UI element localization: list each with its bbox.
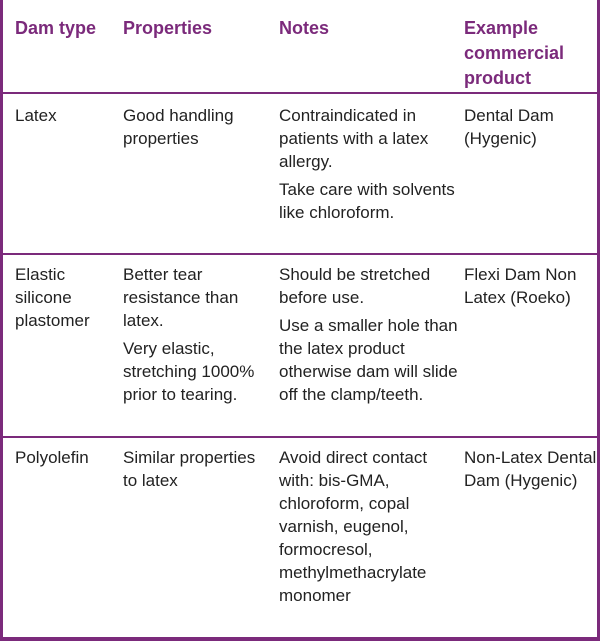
header-example-product: Example commercial product	[464, 18, 565, 88]
row-silicone-note-line: Should be stretched before use.	[279, 265, 431, 307]
row-latex-properties	[123, 104, 271, 150]
row-silicone-property-line: Better tear resistance than latex.	[123, 265, 239, 330]
header-divider	[3, 92, 597, 94]
row-polyolefin-product: Non-Latex Dental Dam (Hygenic)	[464, 448, 597, 490]
row-polyolefin-properties	[123, 446, 271, 492]
row-silicone-notes	[279, 263, 459, 406]
row-silicone-note-line: Use a smaller hole than the latex product otherwise dam will slide off the clamp/teeth.	[279, 316, 458, 404]
row-latex-notes	[279, 104, 459, 224]
row-polyolefin-property-line: Similar properties to latex	[123, 448, 256, 490]
header-notes: Notes	[279, 18, 330, 38]
row-silicone-dam-type: Elastic silicone plastomer	[15, 265, 90, 330]
row-latex-property-line: Good handling properties	[123, 106, 234, 148]
row-divider	[3, 253, 597, 255]
header-dam-type: Dam type	[15, 18, 97, 38]
row-latex-note-line: Take care with solvents like chloroform.	[279, 180, 455, 222]
row-silicone-property-line: Very elastic, stretching 1000% prior to tearing.	[123, 339, 255, 404]
row-polyolefin-note-line: Avoid direct contact with: bis-GMA, chloroform, copal varnish, eugenol, formocresol, methylmethacrylate monomer	[279, 448, 428, 605]
row-silicone-product: Flexi Dam Non Latex (Roeko)	[464, 265, 577, 307]
row-latex-note-line: Contraindicated in patients with a latex allergy.	[279, 106, 429, 171]
row-polyolefin-notes	[279, 446, 459, 607]
row-latex-product: Dental Dam (Hygenic)	[464, 106, 554, 148]
row-silicone-properties	[123, 263, 271, 406]
header-properties: Properties	[123, 18, 213, 38]
row-divider	[3, 436, 597, 438]
row-polyolefin-dam-type: Polyolefin	[15, 448, 89, 467]
row-latex-dam-type: Latex	[15, 106, 57, 125]
